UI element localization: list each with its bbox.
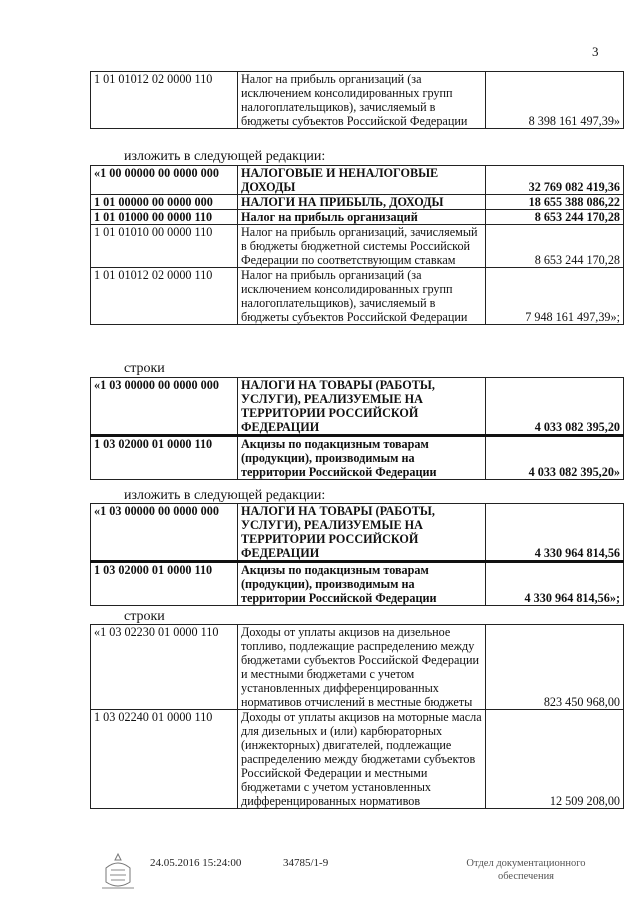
name-cell: НАЛОГИ НА ТОВАРЫ (РАБОТЫ, УСЛУГИ), РЕАЛИЗУЕМЫЕ НА ТЕРРИТОРИИ РОССИЙСКОЙ ФЕДЕРАЦИИ bbox=[238, 378, 486, 436]
amount-cell: 8 398 161 497,39» bbox=[486, 72, 624, 129]
budget-table-5 bbox=[90, 624, 624, 809]
name-cell: Доходы от уплаты акцизов на моторные масла для дизельных и (или) карбюраторных (инжекторных) двигателей, подлежащие распределению между бюджетами субъектов Российской Федерации и местными бюджетами с учетом установленных дифференцированных нормативов bbox=[238, 710, 486, 809]
code-cell: 1 03 02000 01 0000 110 bbox=[91, 436, 238, 480]
budget-table-4 bbox=[90, 503, 624, 606]
lead-text: изложить в следующей редакции: bbox=[124, 488, 326, 503]
budget-table-2 bbox=[90, 165, 624, 325]
name-cell: НАЛОГИ НА ТОВАРЫ (РАБОТЫ, УСЛУГИ), РЕАЛИЗУЕМЫЕ НА ТЕРРИТОРИИ РОССИЙСКОЙ ФЕДЕРАЦИИ bbox=[238, 504, 486, 562]
budget-table-3 bbox=[90, 377, 624, 480]
name-cell: Налог на прибыль организаций (за исключением консолидированных групп налогоплательщиков), зачисляемый в бюджеты субъектов Российской Федерации bbox=[238, 72, 486, 129]
table-row bbox=[91, 195, 624, 210]
name-cell: Налог на прибыль организаций bbox=[238, 210, 486, 225]
name-cell: Налог на прибыль организаций, зачисляемый в бюджеты бюджетной системы Российской Федерации по соответствующим ставкам bbox=[238, 225, 486, 268]
code-cell: «1 03 00000 00 0000 000 bbox=[91, 378, 238, 436]
amount-cell: 4 033 082 395,20» bbox=[486, 436, 624, 480]
amount-cell: 12 509 208,00 bbox=[486, 710, 624, 809]
amount-cell: 7 948 161 497,39»; bbox=[486, 268, 624, 325]
table-row bbox=[91, 625, 624, 710]
emblem-stamp-icon bbox=[96, 852, 140, 897]
name-cell: НАЛОГИ НА ПРИБЫЛЬ, ДОХОДЫ bbox=[238, 195, 486, 210]
code-cell: 1 03 02240 01 0000 110 bbox=[91, 710, 238, 809]
code-cell: 1 01 00000 00 0000 000 bbox=[91, 195, 238, 210]
amount-cell: 8 653 244 170,28 bbox=[486, 225, 624, 268]
name-cell: Акцизы по подакцизным товарам (продукции), производимым на территории Российской Федерации bbox=[238, 562, 486, 606]
table-row bbox=[91, 268, 624, 325]
table-row bbox=[91, 710, 624, 809]
footer-doc-number: 34785/1-9 bbox=[283, 857, 329, 869]
page-number: 3 bbox=[592, 44, 599, 59]
amount-cell: 4 330 964 814,56»; bbox=[486, 562, 624, 606]
amount-cell: 4 033 082 395,20 bbox=[486, 378, 624, 436]
amount-cell: 4 330 964 814,56 bbox=[486, 504, 624, 562]
budget-table-1 bbox=[90, 71, 624, 129]
table-row bbox=[91, 504, 624, 562]
lead-text: строки bbox=[124, 609, 165, 624]
footer-timestamp: 24.05.2016 15:24:00 bbox=[150, 857, 242, 869]
code-cell: 1 01 01000 00 0000 110 bbox=[91, 210, 238, 225]
name-cell: Акцизы по подакцизным товарам (продукции), производимым на территории Российской Федерации bbox=[238, 436, 486, 480]
code-cell: 1 01 01010 00 0000 110 bbox=[91, 225, 238, 268]
table-row bbox=[91, 225, 624, 268]
name-cell: Налог на прибыль организаций (за исключением консолидированных групп налогоплательщиков), зачисляемый в бюджеты субъектов Российской Федерации bbox=[238, 268, 486, 325]
table-row bbox=[91, 166, 624, 195]
table-row bbox=[91, 562, 624, 606]
code-cell: «1 00 00000 00 0000 000 bbox=[91, 166, 238, 195]
code-cell: «1 03 02230 01 0000 110 bbox=[91, 625, 238, 710]
table-row bbox=[91, 378, 624, 436]
code-cell: 1 01 01012 02 0000 110 bbox=[91, 268, 238, 325]
footer-department: Отдел документационного обеспечения bbox=[466, 858, 586, 882]
code-cell: «1 03 00000 00 0000 000 bbox=[91, 504, 238, 562]
table-row bbox=[91, 210, 624, 225]
amount-cell: 18 655 388 086,22 bbox=[486, 195, 624, 210]
lead-text: изложить в следующей редакции: bbox=[124, 149, 326, 164]
name-cell: Доходы от уплаты акцизов на дизельное топливо, подлежащие распределению между бюджетами субъектов Российской Федерации и местными бюджетами с учетом установленных дифференцированных нормативов отчислений в местные бюджеты bbox=[238, 625, 486, 710]
table-row bbox=[91, 72, 624, 129]
code-cell: 1 03 02000 01 0000 110 bbox=[91, 562, 238, 606]
amount-cell: 8 653 244 170,28 bbox=[486, 210, 624, 225]
amount-cell: 32 769 082 419,36 bbox=[486, 166, 624, 195]
code-cell: 1 01 01012 02 0000 110 bbox=[91, 72, 238, 129]
table-row bbox=[91, 436, 624, 480]
name-cell: НАЛОГОВЫЕ И НЕНАЛОГОВЫЕ ДОХОДЫ bbox=[238, 166, 486, 195]
lead-text: строки bbox=[124, 361, 165, 376]
amount-cell: 823 450 968,00 bbox=[486, 625, 624, 710]
